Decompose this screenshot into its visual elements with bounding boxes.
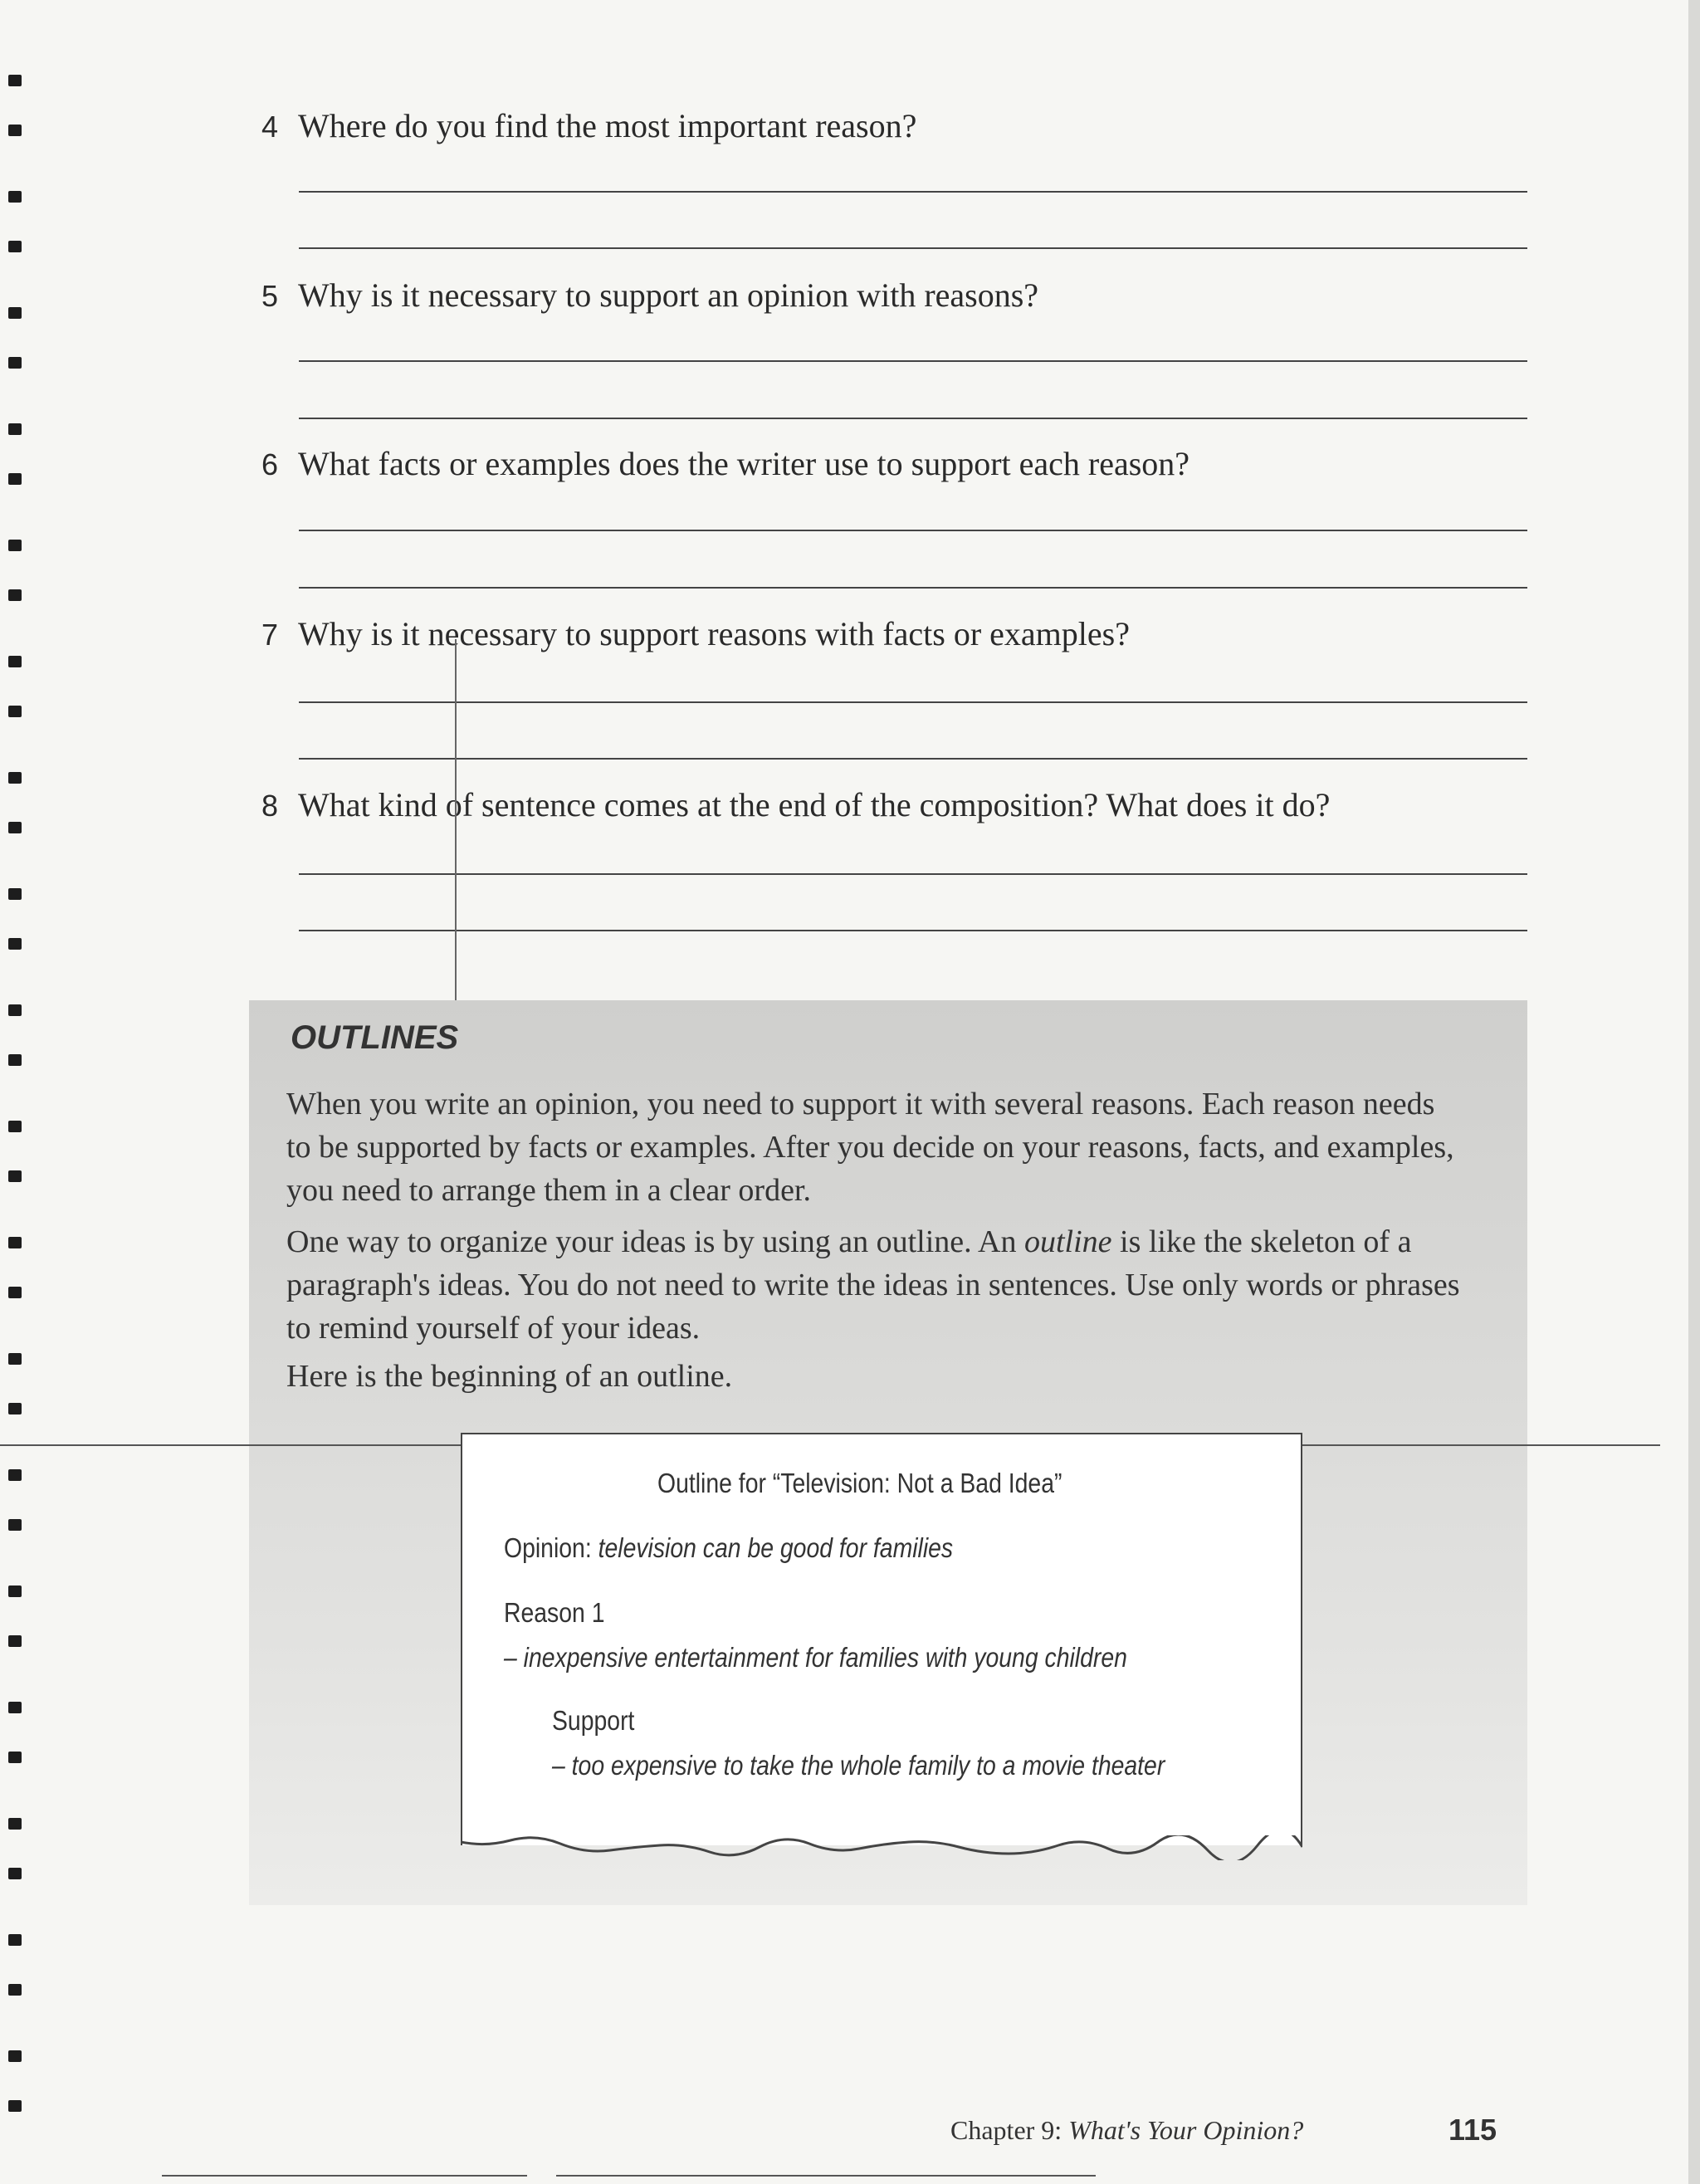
footer-rule: [162, 2175, 527, 2177]
chapter-title: What's Your Opinion?: [1068, 2115, 1304, 2145]
answer-line[interactable]: [299, 930, 1527, 931]
footer-rule: [556, 2175, 1096, 2177]
answer-line[interactable]: [299, 360, 1527, 362]
question-text: Where do you find the most important reason?: [298, 107, 917, 144]
answer-line[interactable]: [299, 758, 1527, 760]
spiral-binding: [5, 75, 27, 2167]
page-number: 115: [1448, 2113, 1497, 2147]
answer-line[interactable]: [299, 587, 1527, 589]
question-number: 5: [261, 279, 279, 313]
answer-line[interactable]: [299, 701, 1527, 703]
question-number: 6: [261, 447, 279, 481]
outline-support-label: Support: [552, 1705, 635, 1736]
chapter-footer: Chapter 9: What's Your Opinion?: [950, 2115, 1304, 2145]
outline-reason-label: Reason 1: [504, 1597, 605, 1628]
outlines-heading: OUTLINES: [291, 1019, 459, 1056]
outline-term: outline: [1023, 1224, 1112, 1259]
question-7: [261, 614, 1523, 655]
outline-box: [461, 1433, 1302, 1845]
outline-support-text: – too expensive to take the whole family to a movie theater: [552, 1750, 1165, 1781]
question-5: [261, 276, 1523, 316]
question-text: Why is it necessary to support an opinion with reasons?: [298, 276, 1039, 314]
outline-reason-text: – inexpensive entertainment for families with young children: [504, 1642, 1127, 1673]
question-6: [261, 444, 1523, 485]
outline-opinion: Opinion: television can be good for families: [504, 1532, 954, 1563]
question-number: 4: [261, 110, 279, 144]
question-8: [261, 785, 1523, 826]
page-edge: [1688, 0, 1700, 2184]
outline-title: Outline for “Television: Not a Bad Idea”: [657, 1468, 1062, 1498]
question-text: What facts or examples does the writer use to support each reason?: [298, 445, 1190, 482]
question-4: [261, 106, 1523, 147]
answer-line[interactable]: [299, 873, 1527, 875]
answer-line[interactable]: [299, 247, 1527, 249]
question-text: Why is it necessary to support reasons with facts or examples?: [298, 615, 1130, 652]
outlines-paragraph-1: When you write an opinion, you need to support it with several reasons. Each reason needs to be supported by facts or examples. After you decide on your reasons, facts, and examples, you need to arrange them in a clear order.: [286, 1087, 1454, 1208]
answer-line[interactable]: [299, 530, 1527, 531]
question-number: 8: [261, 789, 279, 823]
question-text: What kind of sentence comes at the end of the composition? What does it do?: [298, 786, 1331, 823]
question-number: 7: [261, 618, 279, 652]
outlines-paragraph-3: Here is the beginning of an outline.: [286, 1359, 733, 1394]
torn-edge: [461, 1835, 1302, 1860]
opinion-text: television can be good for families: [598, 1532, 954, 1563]
outlines-paragraph-2: One way to organize your ideas is by using an outline. An outline is like the skeleton of a paragraph's ideas. You do not need to write the ideas in sentences. Use only words or phrases to remind yourself of your ideas.: [286, 1224, 1460, 1346]
answer-line[interactable]: [299, 418, 1527, 419]
answer-line[interactable]: [299, 191, 1527, 193]
